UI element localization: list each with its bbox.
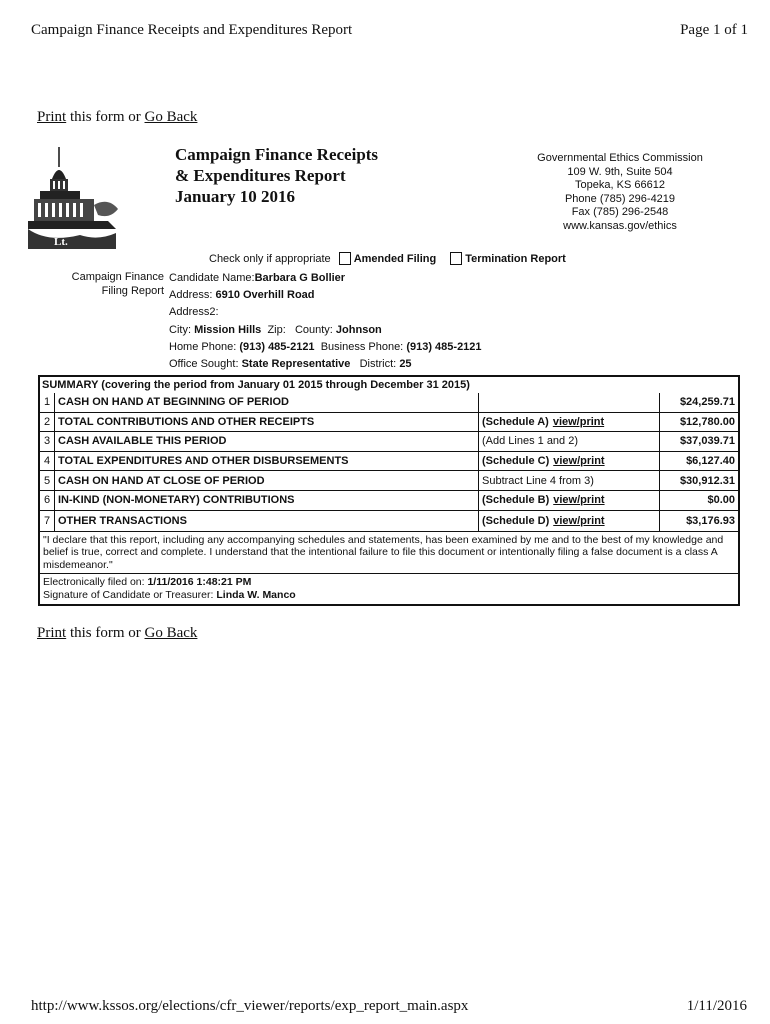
amended-filing-label: Amended Filing xyxy=(353,252,437,265)
line-amount: $6,127.40 xyxy=(686,455,735,468)
schedule-reference: (Schedule D) xyxy=(482,514,550,527)
filing-report-label xyxy=(60,270,164,298)
business-phone: (913) 485-2121 xyxy=(406,340,482,353)
view-print-link[interactable]: view/print xyxy=(552,415,605,428)
report-title-block xyxy=(175,144,378,207)
filing-label-line1: Campaign Finance xyxy=(71,271,164,283)
agency-phone: Phone (785) 296-4219 xyxy=(564,192,676,205)
agency-name: Governmental Ethics Commission xyxy=(537,152,703,164)
view-print-link[interactable]: view/print xyxy=(553,514,605,527)
line-description: CASH ON HAND AT BEGINNING OF PERIOD xyxy=(55,393,479,412)
line-description: TOTAL EXPENDITURES AND OTHER DISBURSEMENTS xyxy=(55,452,479,471)
summary-row xyxy=(40,412,738,432)
line-amount: $3,176.93 xyxy=(686,514,735,527)
nav-links-bottom xyxy=(37,625,197,642)
agency-address2: Topeka, KS 66612 xyxy=(575,179,665,191)
candidate-address-row xyxy=(169,287,482,304)
report-date: January 10 2016 xyxy=(175,187,295,206)
print-header-page: Page 1 of 1 xyxy=(680,22,748,38)
line-amount: $12,780.00 xyxy=(679,415,735,428)
line-number: 5 xyxy=(40,471,55,490)
line-description: CASH AVAILABLE THIS PERIOD xyxy=(55,432,479,451)
report-title-line1: Campaign Finance Receipts xyxy=(175,145,379,164)
termination-report-checkbox[interactable] xyxy=(450,252,462,265)
print-link[interactable]: Print xyxy=(37,109,67,125)
schedule-reference: (Schedule C) xyxy=(482,455,550,468)
line-number: 4 xyxy=(40,452,55,471)
agency-address1: 109 W. 9th, Suite 504 xyxy=(567,165,673,178)
nav-separator-text: this form or xyxy=(66,625,145,641)
line-reference xyxy=(479,491,660,510)
summary-row xyxy=(40,451,738,471)
address2-label: Address2: xyxy=(169,306,219,319)
line-reference xyxy=(479,511,660,531)
line-description: IN-KIND (NON-MONETARY) CONTRIBUTIONS xyxy=(55,491,479,510)
county-label: County: xyxy=(294,323,336,336)
print-footer-url: http://www.kssos.org/elections/cfr_viewer/reports/exp_report_main.aspx xyxy=(31,998,469,1014)
line-amount: $30,912.31 xyxy=(679,474,735,487)
declaration-text: "I declare that this report, including any accompanying schedules and statements, has been examined by me and to the best of my knowledge and belief is true, correct and complete. I understand that the intentional failure to file this document or intentionally filing a false document is a class A misdemeanor." xyxy=(40,531,738,574)
check-prompt: Check only if appropriate xyxy=(209,252,331,265)
print-link[interactable]: Print xyxy=(37,625,67,641)
line-amount: $37,039.71 xyxy=(679,435,735,448)
summary-row xyxy=(40,470,738,490)
line-amount: $24,259.71 xyxy=(679,396,735,409)
summary-row xyxy=(40,431,738,451)
print-header-title: Campaign Finance Receipts and Expenditures Report xyxy=(31,22,353,38)
line-description: OTHER TRANSACTIONS xyxy=(55,511,479,531)
schedule-reference: (Schedule B) xyxy=(482,494,550,507)
district: 25 xyxy=(399,358,412,371)
candidate-info xyxy=(169,270,482,373)
summary-table xyxy=(38,375,740,606)
business-phone-label: Business Phone: xyxy=(320,340,407,353)
line-number: 7 xyxy=(40,511,55,531)
summary-row xyxy=(40,393,738,412)
candidate-name-row xyxy=(169,270,482,287)
amended-filing-checkbox[interactable] xyxy=(339,252,351,265)
kansas-capitol-seal-icon xyxy=(28,145,123,250)
candidate-name: Barbara G Bollier xyxy=(254,272,346,284)
candidate-city: Mission Hills xyxy=(194,323,262,336)
line-reference xyxy=(479,413,660,432)
office-label: Office Sought: xyxy=(169,358,242,371)
summary-row xyxy=(40,490,738,510)
candidate-address2-row xyxy=(169,304,482,321)
filed-on-label: Electronically filed on: xyxy=(43,576,148,589)
termination-report-label: Termination Report xyxy=(465,252,566,265)
candidate-county: Johnson xyxy=(335,323,382,336)
nav-links-top xyxy=(37,109,197,126)
line-reference xyxy=(479,393,660,412)
signature-row xyxy=(43,589,735,602)
address-label: Address: xyxy=(169,289,216,302)
agency-fax: Fax (785) 296-2548 xyxy=(571,206,669,218)
agency-website: www.kansas.gov/ethics xyxy=(563,219,677,232)
home-phone-label: Home Phone: xyxy=(169,340,240,353)
line-amount: $0.00 xyxy=(707,494,735,507)
schedule-reference: (Add Lines 1 and 2) xyxy=(482,435,579,448)
zip-label: Zip: xyxy=(267,323,286,336)
signature-label: Signature of Candidate or Treasurer: xyxy=(43,589,217,602)
view-print-link[interactable]: view/print xyxy=(553,455,605,468)
line-description: CASH ON HAND AT CLOSE OF PERIOD xyxy=(55,471,479,490)
home-phone: (913) 485-2121 xyxy=(239,340,315,353)
summary-heading: SUMMARY (covering the period from January 01 2015 through December 31 2015) xyxy=(42,379,470,391)
schedule-reference: Subtract Line 4 from 3) xyxy=(482,474,594,487)
filing-label-line2: Filing Report xyxy=(101,285,164,297)
candidate-phone-row xyxy=(169,339,482,356)
print-footer-date: 1/11/2016 xyxy=(686,998,747,1014)
line-number: 1 xyxy=(40,393,55,412)
filing-type-checkboxes xyxy=(209,252,566,265)
filed-on-row xyxy=(43,576,735,589)
office-sought: State Representative xyxy=(241,358,351,371)
line-number: 6 xyxy=(40,491,55,510)
go-back-link[interactable]: Go Back xyxy=(144,109,198,125)
signature-value: Linda W. Manco xyxy=(216,589,296,602)
candidate-name-label: Candidate Name: xyxy=(169,272,255,284)
view-print-link[interactable]: view/print xyxy=(553,494,605,507)
city-label: City: xyxy=(169,323,195,336)
candidate-address: 6910 Overhill Road xyxy=(215,289,315,302)
schedule-reference: (Schedule A) xyxy=(482,415,549,428)
line-description: TOTAL CONTRIBUTIONS AND OTHER RECEIPTS xyxy=(55,413,479,432)
district-label: District: xyxy=(359,358,400,371)
candidate-office-row xyxy=(169,356,482,373)
go-back-link[interactable]: Go Back xyxy=(144,625,198,641)
filed-on-value: 1/11/2016 1:48:21 PM xyxy=(147,576,252,589)
line-reference xyxy=(479,471,660,490)
report-title-line2: & Expenditures Report xyxy=(175,166,346,185)
nav-separator-text: this form or xyxy=(66,109,145,125)
line-number: 3 xyxy=(40,432,55,451)
line-reference xyxy=(479,432,660,451)
agency-address-block xyxy=(505,152,735,233)
candidate-city-row xyxy=(169,322,482,339)
summary-row xyxy=(40,510,738,531)
svg-text:Lt.: Lt. xyxy=(54,236,68,248)
line-reference xyxy=(479,452,660,471)
filing-signature-block xyxy=(40,573,738,604)
line-number: 2 xyxy=(40,413,55,432)
summary-rows xyxy=(40,393,738,531)
